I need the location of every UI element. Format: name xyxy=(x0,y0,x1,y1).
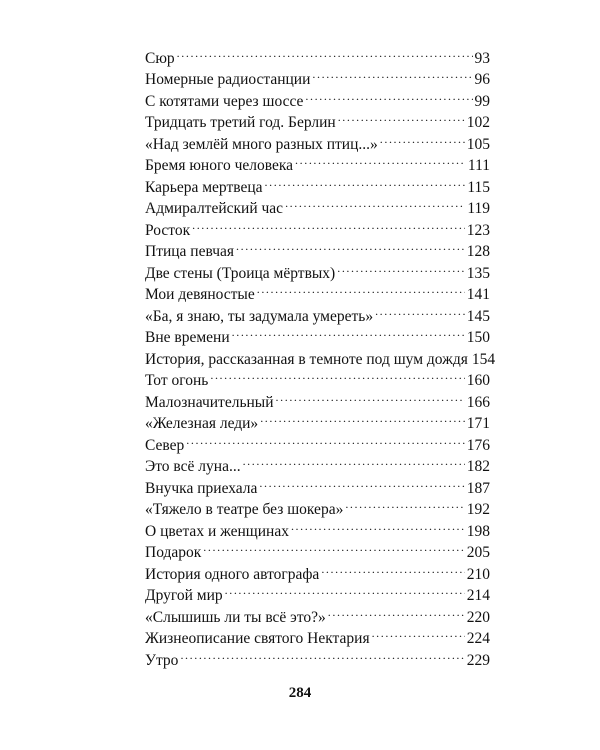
toc-leader-dots xyxy=(321,557,464,579)
toc-entry-title: «Железная леди» xyxy=(145,415,259,432)
toc-entry-page: 119 xyxy=(467,200,490,217)
toc-entry-title: Север xyxy=(145,436,185,454)
toc-entry-page: 145 xyxy=(466,307,490,325)
toc-entry-title: Карьера мертвеца xyxy=(145,178,263,196)
toc-entry-title: «Над землёй много разных птиц...» xyxy=(145,135,378,153)
toc-entry-page: 111 xyxy=(467,157,490,174)
toc-entry[interactable] xyxy=(145,428,490,454)
toc-leader-dots xyxy=(291,514,465,536)
toc-leader-dots xyxy=(186,428,464,450)
toc-leader-dots xyxy=(203,536,464,558)
toc-entry-title: Тот огонь xyxy=(145,372,209,389)
toc-entry-page: 229 xyxy=(466,651,490,669)
toc-leader-dots xyxy=(276,385,465,407)
toc-entry-page: 93 xyxy=(474,49,490,67)
page-number: 284 xyxy=(288,685,312,701)
toc-entry-page: 141 xyxy=(466,286,490,303)
toc-leader-dots xyxy=(337,256,465,278)
toc-entry-title: «Слышишь ли ты всё это?» xyxy=(145,608,326,626)
toc-leader-dots xyxy=(225,579,465,601)
toc-entry-title: Малозначительный xyxy=(145,393,274,411)
toc-entry-page: 96 xyxy=(474,71,490,88)
toc-leader-dots xyxy=(259,471,464,493)
toc-entry-title: История одного автографа xyxy=(145,565,320,583)
toc-entry[interactable] xyxy=(145,41,490,67)
toc-leader-dots xyxy=(260,407,465,429)
toc-entry-page: 105 xyxy=(466,135,490,153)
toc-leader-dots xyxy=(338,106,465,128)
toc-entry-title: Адмиралтейский час xyxy=(145,200,284,217)
toc-entry-page: 210 xyxy=(466,565,490,583)
toc-entry-title: Утро xyxy=(145,651,179,669)
toc-entry-page: 154 xyxy=(471,350,496,368)
toc-leader-dots xyxy=(312,63,472,85)
toc-entry-title: Внучка приехала xyxy=(145,479,258,497)
toc-entry-title: Другой мир xyxy=(145,587,223,604)
toc-entry-title: Вне времени xyxy=(145,329,230,346)
toc-leader-dots xyxy=(257,278,465,300)
toc-entry-title: Номерные радиостанции xyxy=(145,71,311,88)
toc-entry-page: 171 xyxy=(466,415,490,432)
toc-leader-dots xyxy=(375,299,465,321)
toc-entry-title: О цветах и женщинах xyxy=(145,522,289,540)
toc-entry-title: «Тяжело в театре без шокера» xyxy=(145,501,344,518)
toc-entry-page: 214 xyxy=(466,587,490,604)
toc-entry-page: 123 xyxy=(466,221,490,239)
toc-leader-dots xyxy=(180,643,464,665)
toc-entry[interactable] xyxy=(145,63,490,88)
toc-entry-page: 135 xyxy=(466,264,490,282)
toc-leader-dots xyxy=(295,149,466,171)
toc-entry-page: 198 xyxy=(466,522,490,540)
toc-leader-dots xyxy=(265,170,466,192)
toc-entry-page: 102 xyxy=(466,114,490,131)
toc-entry-page: 182 xyxy=(466,458,490,475)
toc-entry-page: 192 xyxy=(466,501,490,518)
toc-entry-page: 224 xyxy=(466,630,490,647)
toc-leader-dots xyxy=(285,192,465,214)
toc-entry-title: Это всё луна... xyxy=(145,458,241,475)
toc-entry-page: 160 xyxy=(466,372,490,389)
toc-entry-title: Жизнеописание святого Нектария xyxy=(145,630,370,647)
toc-entry-title: Две стены (Троица мёртвых) xyxy=(145,264,336,282)
toc-leader-dots xyxy=(243,450,465,472)
toc-entry-title: Росток xyxy=(145,221,191,239)
toc-entry[interactable] xyxy=(145,450,490,475)
toc-entry-page: 166 xyxy=(466,393,490,411)
toc-entry-page: 115 xyxy=(467,178,490,196)
toc-leader-dots xyxy=(192,213,465,235)
toc-entry-title: Подарок xyxy=(145,544,202,561)
table-of-contents xyxy=(145,41,496,669)
toc-entry[interactable] xyxy=(145,213,490,239)
toc-entry[interactable] xyxy=(145,643,490,669)
toc-entry-title: Мои девяностые xyxy=(145,286,255,303)
toc-leader-dots xyxy=(177,41,473,63)
toc-leader-dots xyxy=(345,493,464,515)
toc-entry-page: 205 xyxy=(466,544,490,561)
toc-entry-page: 150 xyxy=(466,329,490,346)
toc-entry-page: 220 xyxy=(466,608,490,626)
toc-entry-title: Птица певчая xyxy=(145,243,235,260)
toc-entry[interactable] xyxy=(145,235,490,260)
toc-entry-page: 187 xyxy=(466,479,490,497)
toc-leader-dots xyxy=(232,321,465,343)
toc-leader-dots xyxy=(372,622,465,644)
toc-entry-page: 99 xyxy=(474,92,490,110)
toc-leader-dots xyxy=(210,364,464,386)
toc-leader-dots xyxy=(380,127,465,149)
toc-entry-title: Сюр xyxy=(145,49,175,67)
toc-leader-dots xyxy=(305,84,472,106)
toc-entry-page: 176 xyxy=(466,436,490,454)
toc-leader-dots xyxy=(328,600,465,622)
toc-entry-page: 128 xyxy=(466,243,490,260)
toc-entry-title: С котятами через шоссе xyxy=(145,92,304,110)
toc-entry-title: История, рассказанная в темноте под шум дождя xyxy=(145,350,468,368)
toc-entry-title: Бремя юного человека xyxy=(145,157,294,174)
toc-entry-title: «Ба, я знаю, ты задумала умереть» xyxy=(145,307,374,325)
toc-leader-dots xyxy=(236,235,465,257)
toc-entry-title: Тридцать третий год. Берлин xyxy=(145,114,336,131)
